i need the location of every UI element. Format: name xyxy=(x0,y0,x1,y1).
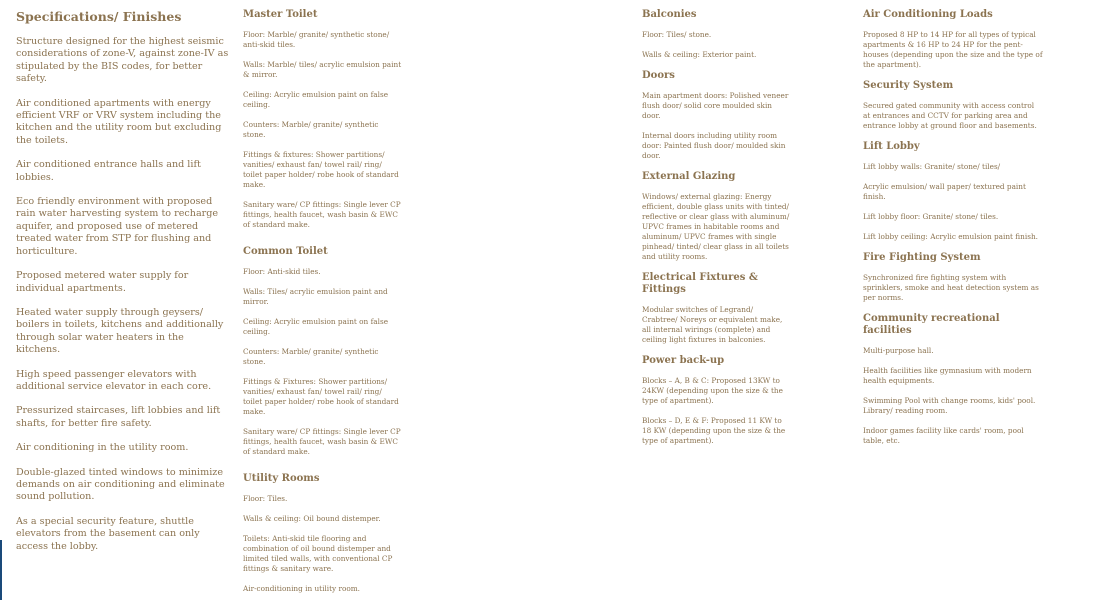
spec-paragraph: Eco friendly environment with proposed rain water harvesting system to recharge aquifer, and proposed use of metered treated water from STP for flushing and horticulture. xyxy=(16,196,219,257)
electrical-section xyxy=(642,272,790,345)
section-heading: Doors xyxy=(642,70,675,81)
spec-paragraph: Proposed metered water supply for individual apartments. xyxy=(16,270,189,294)
page-title: Specifications/ Finishes xyxy=(16,9,182,24)
spec-item: Counters: Marble/ granite/ synthetic stone. xyxy=(243,347,379,366)
spec-item: Proposed 8 HP to 14 HP for all types of typical apartments & 16 HP to 24 HP for the pent-houses (depending upon the size and the type of the apartment). xyxy=(863,30,1043,69)
spec-item: Floor: Tiles. xyxy=(243,494,288,503)
security-section xyxy=(863,80,1043,131)
ac-loads-section xyxy=(863,9,1043,70)
finishes-column xyxy=(642,9,790,456)
section-heading: Community recreational facilities xyxy=(863,313,1000,336)
spec-item: Walls: Tiles/ acrylic emulsion paint and mirror. xyxy=(243,287,388,306)
spec-item: Fittings & fixtures: Shower partitions/ vanities/ exhaust fan/ towel rail/ ring/ toilet paper holder/ robe hook of standard make. xyxy=(243,150,399,189)
spec-item: Sanitary ware/ CP fittings: Single lever CP fittings, health faucet, wash basin & EWC of standard make. xyxy=(243,427,401,456)
utility-rooms-section xyxy=(243,473,403,594)
spec-item: Blocks – A, B & C: Proposed 13KW to 24KW (depending upon the size & the type of apartment). xyxy=(642,376,783,405)
spec-item: Walls & ceiling: Oil bound distemper. xyxy=(243,514,381,523)
spec-item: Acrylic emulsion/ wall paper/ textured paint finish. xyxy=(863,182,1026,201)
spec-item: Toilets: Anti-skid tile flooring and combination of oil bound distemper and limited tiled walls, with conventional CP fittings & sanitary ware. xyxy=(243,534,393,573)
spec-paragraph: As a special security feature, shuttle elevators from the basement can only access the lobby. xyxy=(16,515,200,552)
spec-item: Floor: Anti-skid tiles. xyxy=(243,267,321,276)
spec-paragraph: Double-glazed tinted windows to minimize demands on air conditioning and eliminate sound pollution. xyxy=(16,466,225,503)
fire-fighting-section xyxy=(863,252,1043,303)
spec-item: Indoor games facility like cards' room, pool table, etc. xyxy=(863,426,1024,445)
spec-item: Windows/ external glazing: Energy efficient, double glass units with tinted/ reflective or clear glass with aluminum/ UPVC frames in habitable rooms and aluminum/ UPVC frames with single pinhead/ tinted/ clear glass in all toilets and utility rooms. xyxy=(642,192,790,261)
section-heading: Power back-up xyxy=(642,355,725,366)
balconies-section xyxy=(642,9,790,60)
master-toilet-section xyxy=(243,9,403,230)
spec-item: Lift lobby ceiling: Acrylic emulsion paint finish. xyxy=(863,232,1038,241)
spec-item: Air-conditioning in utility room. xyxy=(243,584,360,593)
section-heading: Fire Fighting System xyxy=(863,252,981,263)
spec-item: Ceiling: Acrylic emulsion paint on false ceiling. xyxy=(243,90,389,109)
toilets-column xyxy=(243,9,403,604)
spec-item: Swimming Pool with change rooms, kids' pool. Library/ reading room. xyxy=(863,396,1036,415)
specifications-column xyxy=(16,9,230,565)
section-heading: Utility Rooms xyxy=(243,473,320,484)
spec-item: Sanitary ware/ CP fittings: Single lever CP fittings, health faucet, wash basin & EWC of standard make. xyxy=(243,200,401,229)
lift-lobby-section xyxy=(863,141,1043,242)
spec-item: Health facilities like gymnasium with modern health equipments. xyxy=(863,366,1032,385)
doors-section xyxy=(642,70,790,161)
spec-item: Main apartment doors: Polished veneer flush door/ solid core moulded skin door. xyxy=(642,91,789,120)
external-glazing-section xyxy=(642,171,790,262)
spec-paragraph: Heated water supply through geysers/ boilers in toilets, kitchens and additionally through solar water heaters in the kitchens. xyxy=(16,306,224,356)
spec-item: Internal doors including utility room door: Painted flush door/ moulded skin door. xyxy=(642,131,786,160)
section-heading: Master Toilet xyxy=(243,9,318,20)
spec-paragraph: Air conditioned apartments with energy efficient VRF or VRV system including the kitchen and the utility room but excluding the toilets. xyxy=(16,97,222,146)
spec-item: Multi-purpose hall. xyxy=(863,346,934,355)
section-heading: Balconies xyxy=(642,9,697,20)
section-heading: External Glazing xyxy=(642,171,736,182)
spec-paragraph: Air conditioning in the utility room. xyxy=(16,442,189,454)
common-toilet-section xyxy=(243,246,403,457)
spec-item: Lift lobby floor: Granite/ stone/ tiles. xyxy=(863,212,999,221)
community-section xyxy=(863,313,1043,446)
section-heading: Air Conditioning Loads xyxy=(863,9,993,20)
spec-item: Lift lobby walls: Granite/ stone/ tiles/ xyxy=(863,162,1001,171)
section-heading: Lift Lobby xyxy=(863,141,920,152)
systems-column xyxy=(863,9,1043,456)
spec-paragraph: High speed passenger elevators with additional service elevator in each core. xyxy=(16,368,212,392)
page-edge-mark xyxy=(0,540,2,600)
spec-item: Floor: Tiles/ stone. xyxy=(642,30,712,39)
spec-item: Walls & ceiling: Exterior paint. xyxy=(642,50,757,59)
spec-item: Blocks – D, E & F: Proposed 11 KW to 18 KW (depending upon the size & the type of apartment). xyxy=(642,416,786,445)
spec-item: Secured gated community with access control at entrances and CCTV for parking area and entrance lobby at ground floor and basements. xyxy=(863,101,1037,130)
spec-item: Modular switches of Legrand/ Crabtree/ Noreys or equivalent make, all internal wirings (complete) and ceiling light fixtures in balconies. xyxy=(642,305,783,344)
spec-item: Synchronized fire fighting system with sprinklers, smoke and heat detection system as per norms. xyxy=(863,273,1039,302)
spec-item: Floor: Marble/ granite/ synthetic stone/ anti-skid tiles. xyxy=(243,30,390,49)
spec-paragraph: Air conditioned entrance halls and lift lobbies. xyxy=(16,159,201,183)
spec-paragraph: Structure designed for the highest seismic considerations of zone-V, against zone-IV as stipulated by the BIS codes, for better safety. xyxy=(16,36,229,85)
spec-paragraph: Pressurized staircases, lift lobbies and lift shafts, for better fire safety. xyxy=(16,405,221,429)
spec-item: Walls: Marble/ tiles/ acrylic emulsion paint & mirror. xyxy=(243,60,402,79)
spec-item: Ceiling: Acrylic emulsion paint on false ceiling. xyxy=(243,317,389,336)
power-backup-section xyxy=(642,355,790,446)
section-heading: Electrical Fixtures & Fittings xyxy=(642,272,758,295)
section-heading: Common Toilet xyxy=(243,246,328,257)
spec-item: Counters: Marble/ granite/ synthetic stone. xyxy=(243,120,379,139)
section-heading: Security System xyxy=(863,80,954,91)
spec-item: Fittings & Fixtures: Shower partitions/ vanities/ exhaust fan/ towel rail/ ring/ toilet paper holder/ robe hook of standard make. xyxy=(243,377,399,416)
